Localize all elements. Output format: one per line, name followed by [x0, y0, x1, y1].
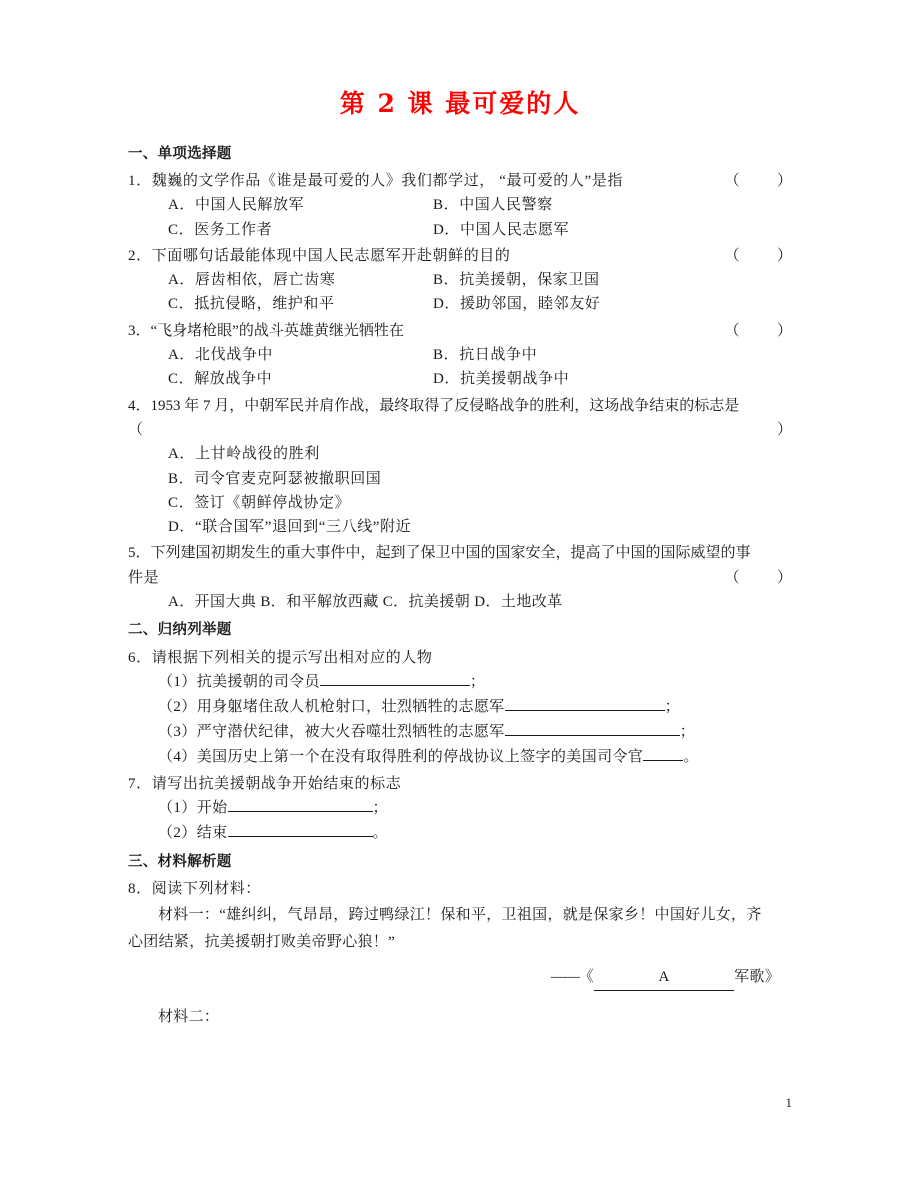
question-1-stem-text: 1．魏巍的文学作品《谁是最可爱的人》我们都学过， “最可爱的人”是指	[128, 172, 623, 189]
question-7-item-1-punct: ；	[372, 799, 388, 816]
question-6-item-4-label: （4）美国历史上第一个在没有取得胜利的停战协议上签字的美国司令官	[158, 748, 644, 765]
question-8-stem: 8．阅读下列材料：	[128, 881, 261, 898]
source-bracket-close: 军歌》	[734, 969, 780, 986]
question-6-item-1	[128, 670, 792, 695]
question-1	[128, 169, 792, 242]
question-8-material-1-source	[128, 965, 792, 991]
question-2-option-row-cd	[128, 292, 792, 316]
question-7-item-1-label: （1）开始	[158, 799, 228, 816]
question-4-paren-open[interactable]: （	[128, 421, 144, 438]
question-7-item-2	[128, 821, 792, 846]
question-4-stem-text: 4．1953 年 7 月，中朝军民并肩作战，最终取得了反侵略战争的胜利，这场战争结束的标志是	[128, 397, 740, 414]
question-6-item-2	[128, 695, 792, 720]
question-7-item-2-blank[interactable]	[228, 821, 373, 837]
question-1-option-b[interactable]: B．中国人民警察	[433, 197, 553, 214]
question-2-answer-paren[interactable]: （ ）	[724, 247, 792, 264]
question-3-stem	[128, 319, 792, 343]
question-3-answer-paren[interactable]: （ ）	[724, 322, 792, 339]
question-4-options	[128, 442, 792, 539]
question-3-option-b[interactable]: B．抗日战争中	[433, 347, 538, 364]
document-content	[128, 88, 792, 1031]
question-8-material-1-line-1: 材料一：“雄纠纠，气昂昂，跨过鸭绿江！保和平，卫祖国，就是保家乡！中国好儿女，齐	[158, 907, 762, 924]
question-4-option-c[interactable]: C．签订《朝鲜停战协定》	[168, 494, 351, 511]
question-6-item-2-blank[interactable]	[505, 695, 665, 711]
question-6-item-3-label: （3）严守潜伏纪律，被大火吞噬壮烈牺牲的志愿军	[158, 723, 505, 740]
question-6-item-1-punct: ；	[469, 674, 486, 691]
question-4-paren-close[interactable]: ）	[776, 421, 792, 438]
question-1-option-row-cd	[128, 218, 792, 242]
question-6-stem: 6．请根据下列相关的提示写出相对应的人物	[128, 649, 433, 666]
question-1-answer-paren[interactable]: （ ）	[724, 172, 792, 189]
question-7-item-1-blank[interactable]	[228, 796, 373, 812]
question-4	[128, 394, 792, 540]
question-6-item-3	[128, 720, 792, 745]
question-7-stem: 7．请写出抗美援朝战争开始结束的标志	[128, 775, 402, 792]
question-7-item-2-label: （2）结束	[158, 824, 228, 841]
question-1-option-a[interactable]: A．中国人民解放军	[168, 197, 305, 214]
question-1-option-d[interactable]: D．中国人民志愿军	[433, 221, 570, 238]
question-8	[128, 877, 792, 1030]
question-2-stem	[128, 244, 792, 268]
question-6-item-2-label: （2）用身躯堵住敌人机枪射口，壮烈牺牲的志愿军	[158, 698, 505, 715]
section-heading-material-analysis: 三、材料解析题	[128, 853, 232, 870]
question-1-stem	[128, 169, 792, 193]
question-2-option-b[interactable]: B．抗美援朝，保家卫国	[433, 272, 600, 289]
section-heading-summary-list: 二、归纳列举题	[128, 622, 232, 639]
question-5-stem-line-2	[128, 566, 792, 590]
question-7-item-2-punct: 。	[372, 824, 388, 841]
question-4-stem	[128, 394, 792, 418]
question-5-options-inline[interactable]: A．开国大典 B．和平解放西藏 C．抗美援朝 D．土地改革	[168, 594, 563, 611]
question-1-options	[128, 193, 792, 242]
question-5	[128, 541, 792, 614]
question-6-item-3-punct: ；	[679, 723, 696, 740]
page-title: 第 2 课 最可爱的人	[339, 89, 581, 118]
question-8-material-2-label: 材料二：	[158, 1009, 220, 1026]
em-dash-icon: ——	[550, 969, 579, 986]
question-2-option-row-ab	[128, 268, 792, 292]
question-3-option-a[interactable]: A．北伐战争中	[168, 347, 274, 364]
question-2-option-c[interactable]: C．抵抗侵略，维护和平	[168, 296, 335, 313]
question-3-option-d[interactable]: D．抗美援朝战争中	[433, 371, 570, 388]
question-2-option-d[interactable]: D．援助邻国，睦邻友好	[433, 296, 601, 313]
question-2-stem-text: 2．下面哪句话最能体现中国人民志愿军开赴朝鲜的目的	[128, 247, 511, 264]
question-1-option-c[interactable]: C．医务工作者	[168, 221, 273, 238]
question-7-item-1	[128, 796, 792, 821]
question-6-item-4	[128, 745, 792, 770]
question-6-item-1-label: （1）抗美援朝的司令员	[158, 674, 320, 691]
question-3	[128, 319, 792, 392]
question-5-answer-paren[interactable]: （ ）	[724, 569, 792, 586]
section-heading-single-choice: 一、单项选择题	[128, 145, 232, 162]
question-6-item-1-blank[interactable]	[320, 670, 470, 686]
question-6	[128, 646, 792, 770]
question-3-stem-text: 3．“飞身堵枪眼”的战斗英雄黄继光牺牲在	[128, 322, 404, 339]
question-1-option-row-ab	[128, 193, 792, 217]
question-8-source-blank[interactable]: A	[594, 965, 734, 991]
question-4-answer-paren-line	[128, 418, 792, 442]
question-8-material-1-line-2: 心团结紧，抗美援朝打败美帝野心狼！”	[128, 934, 396, 951]
question-3-option-row-ab	[128, 343, 792, 367]
question-2-options	[128, 268, 792, 317]
page-number: 1	[785, 1095, 792, 1110]
question-6-item-4-blank[interactable]	[643, 745, 683, 761]
question-4-option-b[interactable]: B．司令官麦克阿瑟被撤职回国	[168, 470, 382, 487]
question-4-option-d[interactable]: D．“联合国军”退回到“三八线”附近	[168, 519, 412, 536]
question-3-options	[128, 343, 792, 392]
question-7	[128, 772, 792, 846]
question-6-item-2-punct: ；	[664, 698, 681, 715]
question-5-stem-line-1: 5．下列建国初期发生的重大事件中，起到了保卫中国的国家安全，提高了中国的国际威望的事	[128, 545, 751, 562]
question-6-item-4-punct: 。	[683, 748, 699, 765]
source-bracket-open: 《	[578, 969, 595, 986]
question-3-option-row-cd	[128, 367, 792, 391]
question-5-stem-line-2-text: 件是	[128, 569, 160, 586]
question-6-item-3-blank[interactable]	[505, 720, 680, 736]
question-2	[128, 244, 792, 317]
question-2-option-a[interactable]: A．唇齿相依，唇亡齿寒	[168, 272, 336, 289]
question-3-option-c[interactable]: C．解放战争中	[168, 371, 273, 388]
question-4-option-a[interactable]: A．上甘岭战役的胜利	[168, 446, 320, 463]
